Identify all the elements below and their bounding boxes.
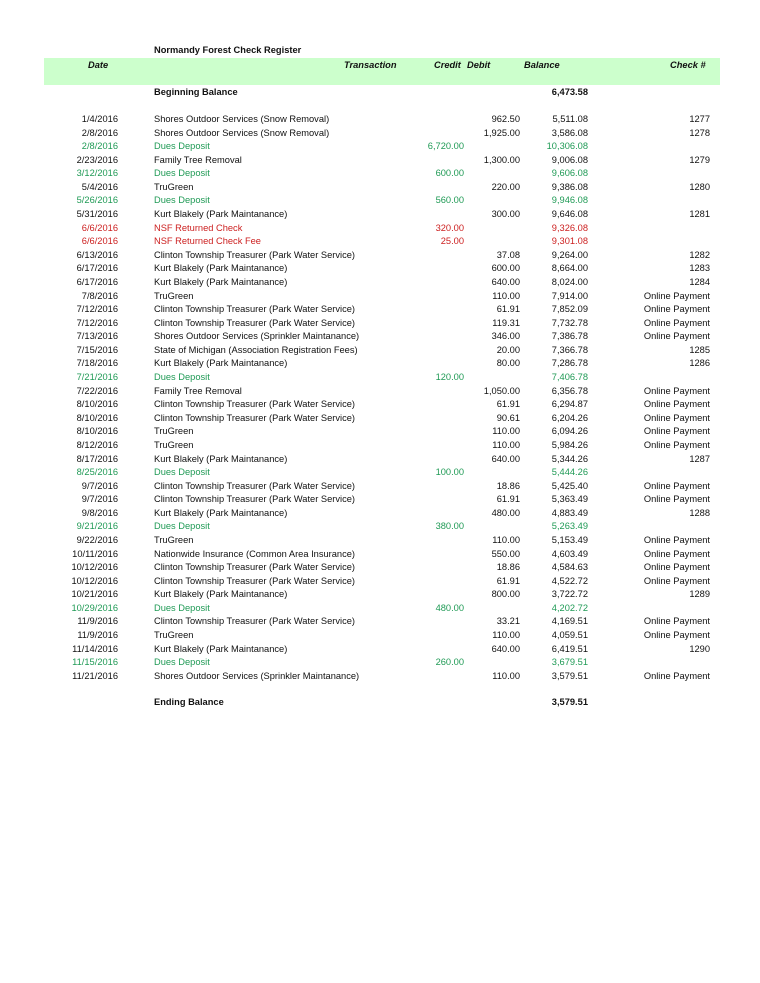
table-row — [44, 222, 720, 236]
row-balance: 6,294.87 — [551, 399, 588, 410]
header-debit: Debit — [467, 60, 491, 70]
row-description: NSF Returned Check — [154, 222, 243, 233]
row-check-number: Online Payment — [643, 331, 710, 342]
row-date: 10/29/2016 — [71, 602, 118, 613]
row-check-number: 1285 — [689, 344, 710, 355]
row-credit: 100.00 — [435, 467, 464, 478]
row-balance: 7,732.78 — [551, 317, 588, 328]
row-debit: 640.00 — [491, 643, 520, 654]
row-balance: 9,326.08 — [551, 222, 588, 233]
row-check-number: 1288 — [689, 507, 710, 518]
row-description: Clinton Township Treasurer (Park Water Service) — [154, 249, 355, 260]
row-balance: 9,301.08 — [551, 236, 588, 247]
table-row — [44, 290, 720, 304]
row-description: TruGreen — [154, 181, 194, 192]
row-balance: 5,363.49 — [551, 494, 588, 505]
row-balance: 9,006.08 — [551, 154, 588, 165]
beginning-balance-value: 6,473.58 — [551, 87, 588, 97]
row-debit: 90.61 — [496, 412, 520, 423]
table-row — [44, 670, 720, 684]
row-debit: 18.86 — [496, 480, 520, 491]
row-balance: 9,946.08 — [551, 195, 588, 206]
header-credit: Credit — [434, 60, 461, 70]
ending-balance-label: Ending Balance — [154, 697, 224, 707]
row-date: 9/22/2016 — [76, 534, 118, 545]
row-debit: 1,050.00 — [483, 385, 520, 396]
row-debit: 480.00 — [491, 507, 520, 518]
row-credit: 120.00 — [435, 372, 464, 383]
row-date: 6/17/2016 — [76, 263, 118, 274]
row-description: Kurt Blakely (Park Maintanance) — [154, 263, 288, 274]
ending-balance-row — [44, 696, 720, 710]
row-balance: 7,914.00 — [551, 290, 588, 301]
row-balance: 5,511.08 — [552, 114, 588, 124]
row-balance: 7,286.78 — [551, 358, 588, 369]
row-date: 1/4/2016 — [81, 114, 118, 124]
table-row — [44, 208, 720, 222]
row-date: 8/17/2016 — [76, 453, 118, 464]
table-row — [44, 317, 720, 331]
row-description: Clinton Township Treasurer (Park Water Service) — [154, 562, 355, 573]
row-debit: 300.00 — [491, 209, 520, 220]
table-row — [44, 629, 720, 643]
row-balance: 4,202.72 — [551, 602, 588, 613]
row-description: Clinton Township Treasurer (Park Water Service) — [154, 494, 355, 505]
row-description: TruGreen — [154, 534, 194, 545]
row-check-number: Online Payment — [643, 412, 710, 423]
row-credit: 380.00 — [435, 521, 464, 532]
table-row — [44, 412, 720, 426]
row-date: 2/8/2016 — [81, 127, 118, 138]
row-credit: 600.00 — [435, 168, 464, 179]
table-row — [44, 561, 720, 575]
row-description: Family Tree Removal — [154, 154, 242, 165]
row-balance: 3,679.51 — [551, 657, 588, 668]
row-description: Kurt Blakely (Park Maintanance) — [154, 589, 288, 600]
row-balance: 8,664.00 — [551, 263, 588, 274]
row-balance: 4,584.63 — [551, 562, 588, 573]
row-date: 8/10/2016 — [76, 399, 118, 410]
row-balance: 4,059.51 — [551, 630, 588, 641]
table-row — [44, 154, 720, 168]
row-balance: 6,356.78 — [551, 385, 588, 396]
row-check-number: Online Payment — [643, 304, 710, 315]
row-date: 7/8/2016 — [81, 290, 118, 301]
row-date: 11/9/2016 — [77, 630, 118, 641]
row-debit: 640.00 — [491, 453, 520, 464]
row-balance: 6,204.26 — [551, 412, 588, 423]
row-description: TruGreen — [154, 426, 194, 437]
table-row — [44, 643, 720, 657]
row-description: Clinton Township Treasurer (Park Water Service) — [154, 304, 355, 315]
table-row — [44, 344, 720, 358]
row-date: 7/22/2016 — [76, 385, 118, 396]
row-description: Dues Deposit — [154, 521, 210, 532]
row-debit: 600.00 — [491, 263, 520, 274]
table-row — [44, 425, 720, 439]
row-description: Clinton Township Treasurer (Park Water Service) — [154, 399, 355, 410]
table-row — [44, 371, 720, 385]
row-date: 11/21/2016 — [72, 670, 118, 681]
row-balance: 3,579.51 — [551, 670, 588, 681]
row-balance: 7,386.78 — [551, 331, 588, 342]
row-check-number: Online Payment — [643, 439, 710, 450]
row-debit: 110.00 — [492, 670, 520, 681]
table-row — [44, 276, 720, 290]
row-credit: 6,720.00 — [427, 141, 464, 152]
row-date: 6/13/2016 — [76, 249, 118, 260]
table-row — [44, 303, 720, 317]
row-balance: 4,603.49 — [551, 548, 588, 559]
row-check-number: 1286 — [689, 358, 710, 369]
row-description: Dues Deposit — [154, 168, 210, 179]
row-balance: 5,984.26 — [551, 439, 588, 450]
row-description: TruGreen — [154, 630, 194, 641]
row-debit: 1,300.00 — [483, 154, 520, 165]
row-debit: 110.00 — [492, 426, 520, 437]
table-row — [44, 194, 720, 208]
table-row — [44, 520, 720, 534]
row-description: Kurt Blakely (Park Maintanance) — [154, 453, 288, 464]
row-date: 2/8/2016 — [81, 141, 118, 152]
row-date: 7/12/2016 — [76, 304, 118, 315]
row-date: 3/12/2016 — [76, 168, 118, 179]
row-description: Shores Outdoor Services (Snow Removal) — [154, 127, 330, 138]
row-check-number: Online Payment — [643, 290, 710, 301]
table-row — [44, 357, 720, 371]
row-debit: 37.08 — [496, 249, 520, 260]
row-check-number: 1284 — [689, 276, 710, 287]
table-row — [44, 656, 720, 670]
row-debit: 20.00 — [496, 344, 520, 355]
row-description: Family Tree Removal — [154, 385, 242, 396]
row-description: Dues Deposit — [154, 657, 210, 668]
row-debit: 80.00 — [496, 358, 520, 369]
row-balance: 8,024.00 — [551, 276, 588, 287]
table-row — [44, 548, 720, 562]
row-check-number: 1282 — [689, 249, 710, 260]
row-balance: 6,419.51 — [551, 643, 588, 654]
row-check-number: Online Payment — [643, 426, 710, 437]
row-description: Shores Outdoor Services (Sprinkler Maintanance) — [154, 670, 360, 681]
row-description: Dues Deposit — [154, 372, 210, 383]
table-row — [44, 588, 720, 602]
row-description: Kurt Blakely (Park Maintanance) — [154, 507, 288, 518]
row-balance: 6,094.26 — [551, 426, 588, 437]
row-check-number: Online Payment — [643, 548, 710, 559]
row-date: 10/12/2016 — [71, 575, 118, 586]
row-check-number: Online Payment — [643, 480, 710, 491]
row-description: Kurt Blakely (Park Maintanance) — [154, 643, 288, 654]
table-row — [44, 615, 720, 629]
row-date: 6/17/2016 — [76, 276, 118, 287]
row-balance: 3,586.08 — [551, 127, 588, 138]
row-check-number: Online Payment — [643, 562, 710, 573]
row-check-number: 1283 — [689, 263, 710, 274]
row-description: Nationwide Insurance (Common Area Insurance) — [154, 548, 356, 559]
row-description: TruGreen — [154, 290, 194, 301]
row-description: Kurt Blakely (Park Maintanance) — [154, 209, 288, 220]
row-date: 7/13/2016 — [76, 331, 118, 342]
row-description: Clinton Township Treasurer (Park Water Service) — [154, 616, 355, 627]
row-debit: 346.00 — [491, 331, 520, 342]
register-title: Normandy Forest Check Register — [154, 45, 302, 55]
row-check-number: 1290 — [689, 643, 710, 654]
row-check-number: 1287 — [689, 453, 710, 464]
table-row — [44, 140, 720, 154]
row-date: 10/11/2016 — [72, 548, 118, 559]
table-row — [44, 167, 720, 181]
row-date: 9/7/2016 — [81, 494, 118, 505]
table-row — [44, 602, 720, 616]
row-date: 11/15/2016 — [72, 657, 118, 668]
row-description: Kurt Blakely (Park Maintanance) — [154, 276, 288, 287]
row-check-number: Online Payment — [643, 616, 710, 627]
row-balance: 7,852.09 — [551, 304, 588, 315]
row-check-number: 1289 — [689, 589, 710, 600]
table-row — [44, 466, 720, 480]
table-row — [44, 262, 720, 276]
row-date: 7/12/2016 — [76, 317, 118, 328]
row-description: Clinton Township Treasurer (Park Water Service) — [154, 412, 355, 423]
row-debit: 1,925.00 — [483, 127, 520, 138]
row-date: 6/6/2016 — [81, 222, 118, 233]
row-credit: 480.00 — [435, 602, 464, 613]
row-date: 8/12/2016 — [76, 439, 118, 450]
row-balance: 4,883.49 — [551, 507, 588, 518]
row-date: 8/10/2016 — [76, 426, 118, 437]
row-date: 9/7/2016 — [81, 480, 118, 491]
row-debit: 110.00 — [492, 439, 520, 450]
row-date: 5/31/2016 — [76, 209, 118, 220]
row-date: 7/15/2016 — [76, 344, 118, 355]
row-debit: 61.91 — [496, 399, 520, 410]
row-check-number: 1280 — [689, 181, 710, 192]
row-description: Dues Deposit — [154, 602, 210, 613]
row-credit: 560.00 — [435, 195, 464, 206]
row-check-number: 1279 — [689, 154, 710, 165]
row-date: 11/14/2016 — [72, 643, 118, 654]
row-date: 9/21/2016 — [76, 521, 118, 532]
row-balance: 3,722.72 — [551, 589, 588, 600]
table-row — [44, 385, 720, 399]
table-row — [44, 493, 720, 507]
row-balance: 9,386.08 — [551, 181, 588, 192]
row-description: Dues Deposit — [154, 195, 210, 206]
row-balance: 7,406.78 — [551, 372, 588, 383]
row-description: Dues Deposit — [154, 141, 210, 152]
row-date: 10/21/2016 — [71, 589, 118, 600]
table-row — [44, 439, 720, 453]
row-credit: 25.00 — [440, 236, 464, 247]
row-debit: 962.50 — [491, 114, 520, 124]
row-balance: 5,344.26 — [551, 453, 588, 464]
row-check-number: 1277 — [689, 114, 710, 124]
row-date: 8/10/2016 — [76, 412, 118, 423]
table-row — [44, 398, 720, 412]
row-check-number: Online Payment — [643, 317, 710, 328]
row-credit: 260.00 — [435, 657, 464, 668]
row-debit: 800.00 — [491, 589, 520, 600]
row-check-number: Online Payment — [643, 534, 710, 545]
row-check-number: Online Payment — [643, 575, 710, 586]
row-check-number: Online Payment — [643, 399, 710, 410]
table-row — [44, 507, 720, 521]
row-balance: 10,306.08 — [546, 141, 588, 152]
row-date: 5/4/2016 — [81, 181, 118, 192]
beginning-balance-label: Beginning Balance — [154, 87, 238, 97]
row-description: Kurt Blakely (Park Maintanance) — [154, 358, 288, 369]
row-debit: 110.00 — [492, 630, 520, 641]
row-check-number: Online Payment — [643, 670, 710, 681]
table-row — [44, 127, 720, 141]
row-date: 7/18/2016 — [76, 358, 118, 369]
row-description: Dues Deposit — [154, 467, 210, 478]
row-debit: 220.00 — [491, 181, 520, 192]
row-balance: 5,153.49 — [551, 534, 588, 545]
table-row — [44, 330, 720, 344]
row-date: 7/21/2016 — [76, 372, 118, 383]
ending-balance-value: 3,579.51 — [551, 697, 588, 707]
beginning-balance-row — [44, 86, 720, 100]
row-debit: 550.00 — [491, 548, 520, 559]
row-debit: 110.00 — [492, 534, 520, 545]
row-balance: 9,646.08 — [551, 209, 588, 220]
row-check-number: Online Payment — [643, 630, 710, 641]
table-row — [44, 113, 720, 127]
row-check-number: Online Payment — [643, 494, 710, 505]
table-row — [44, 249, 720, 263]
row-balance: 7,366.78 — [551, 344, 588, 355]
row-date: 10/12/2016 — [71, 562, 118, 573]
row-description: Clinton Township Treasurer (Park Water Service) — [154, 480, 355, 491]
row-balance: 9,606.08 — [551, 168, 588, 179]
row-debit: 640.00 — [491, 276, 520, 287]
row-debit: 119.31 — [492, 317, 520, 328]
row-description: State of Michigan (Association Registration Fees) — [154, 344, 358, 355]
row-debit: 33.21 — [496, 616, 520, 627]
row-date: 8/25/2016 — [76, 467, 118, 478]
header-balance: Balance — [524, 60, 560, 70]
row-check-number: Online Payment — [643, 385, 710, 396]
row-debit: 18.86 — [496, 562, 520, 573]
row-date: 11/9/2016 — [77, 616, 118, 627]
row-date: 5/26/2016 — [76, 195, 118, 206]
row-date: 9/8/2016 — [81, 507, 118, 518]
row-balance: 4,169.51 — [551, 616, 588, 627]
row-balance: 4,522.72 — [551, 575, 588, 586]
row-debit: 110.00 — [492, 290, 520, 301]
row-description: NSF Returned Check Fee — [154, 236, 261, 247]
row-balance: 5,263.49 — [551, 521, 588, 532]
row-description: Shores Outdoor Services (Sprinkler Maintanance) — [154, 331, 360, 342]
row-date: 6/6/2016 — [81, 236, 118, 247]
row-debit: 61.91 — [496, 304, 520, 315]
table-row — [44, 480, 720, 494]
table-row — [44, 453, 720, 467]
row-description: Clinton Township Treasurer (Park Water Service) — [154, 317, 355, 328]
row-balance: 5,425.40 — [551, 480, 588, 491]
row-check-number: 1281 — [689, 209, 710, 220]
header-check: Check # — [670, 60, 706, 70]
row-balance: 9,264.00 — [551, 249, 588, 260]
table-row — [44, 534, 720, 548]
table-row — [44, 181, 720, 195]
row-date: 2/23/2016 — [76, 154, 118, 165]
row-description: Clinton Township Treasurer (Park Water Service) — [154, 575, 355, 586]
row-debit: 61.91 — [496, 575, 520, 586]
header-transaction: Transaction — [344, 60, 397, 70]
row-description: Shores Outdoor Services (Snow Removal) — [154, 114, 330, 124]
row-credit: 320.00 — [435, 222, 464, 233]
header-date: Date — [88, 60, 109, 70]
row-debit: 61.91 — [496, 494, 520, 505]
row-check-number: 1278 — [689, 127, 710, 138]
row-description: TruGreen — [154, 439, 194, 450]
table-row — [44, 575, 720, 589]
table-row — [44, 235, 720, 249]
row-balance: 5,444.26 — [551, 467, 588, 478]
